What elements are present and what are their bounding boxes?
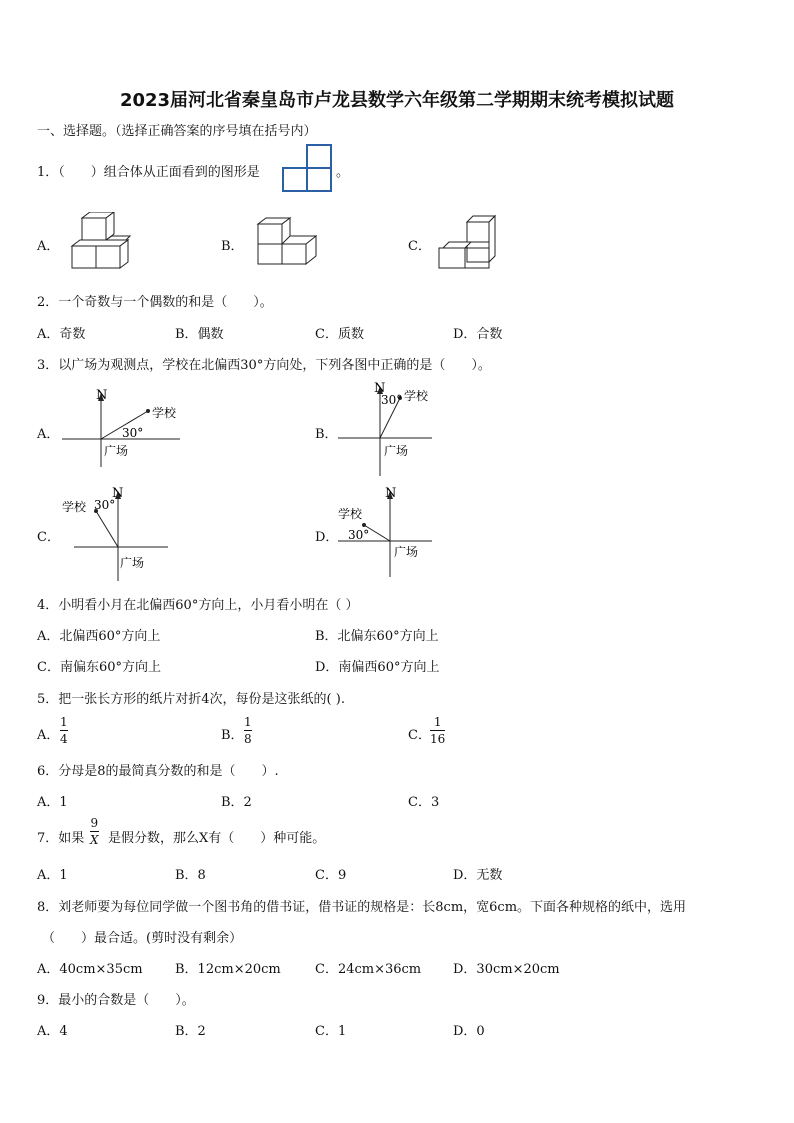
q8-stem-line2: （ ）最合适。(剪时没有剩余）: [42, 931, 243, 946]
q1-option-a-label: A．: [37, 239, 60, 254]
q6-option-b[interactable]: B．2: [221, 795, 252, 810]
q4-option-d[interactable]: D．南偏西60°方向上: [315, 660, 440, 675]
north-label: N: [96, 388, 108, 403]
q8-option-a[interactable]: A．40cm×35cm: [37, 962, 143, 977]
q1-stem: 1．（ ）组合体从正面看到的图形是: [37, 165, 260, 180]
q8-option-b[interactable]: B．12cm×20cm: [175, 962, 281, 977]
north-label: N: [112, 486, 124, 501]
front-view-figure: [281, 143, 333, 193]
angle-label: 30°: [94, 498, 116, 512]
cube-group-b: [256, 216, 322, 270]
q3-stem: 3．以广场为观测点，学校在北偏西30°方向处，下列各图中正确的是（ ）。: [37, 358, 491, 373]
q3-option-c-label: C．: [37, 530, 60, 545]
q4-option-b[interactable]: B．北偏东60°方向上: [315, 629, 439, 644]
q2-stem: 2．一个奇数与一个偶数的和是（ ）。: [37, 295, 273, 310]
q7-fraction: 9 X: [90, 816, 99, 847]
angle-label: 30°: [348, 528, 370, 542]
q9-stem: 9．最小的合数是（ ）。: [37, 993, 195, 1008]
angle-label: 30°: [381, 393, 403, 407]
square-label: 广场: [104, 444, 129, 458]
q4-option-a[interactable]: A．北偏西60°方向上: [37, 629, 161, 644]
q9-option-d[interactable]: D．0: [453, 1024, 485, 1039]
q8-option-c[interactable]: C．24cm×36cm: [315, 962, 422, 977]
q8-stem-line1: 8．刘老师要为每位同学做一个图书角的借书证，借书证的规格是：长8cm，宽6cm。下面各种规格的纸中，选用: [37, 900, 687, 915]
q4-option-c[interactable]: C．南偏东60°方向上: [37, 660, 161, 675]
direction-diagram-d: [336, 485, 436, 581]
q5-stem: 5．把一张长方形的纸片对折4次，每份是这张纸的( ).: [37, 692, 345, 707]
square-label: 广场: [394, 545, 419, 559]
q9-option-c[interactable]: C．1: [315, 1024, 347, 1039]
q7-option-a[interactable]: A．1: [37, 868, 68, 883]
q6-option-a[interactable]: A．1: [37, 795, 68, 810]
square-label: 广场: [120, 556, 145, 570]
q1-option-c-label: C．: [408, 239, 431, 254]
q7-stem-end: 是假分数，那么X有（ ）种可能。: [108, 831, 326, 846]
q5-fraction-c: 1 16: [430, 715, 446, 746]
q2-option-b[interactable]: B．偶数: [175, 327, 224, 342]
direction-diagram-a: [60, 385, 190, 470]
q1-option-b-label: B．: [221, 239, 244, 254]
angle-label: 30°: [122, 426, 144, 440]
q5-fraction-b: 1 8: [244, 715, 252, 746]
school-label: 学校: [152, 406, 177, 420]
q8-option-d[interactable]: D．30cm×20cm: [453, 962, 560, 977]
cube-group-c: [437, 214, 499, 272]
q6-stem: 6．分母是8的最简真分数的和是（ ）.: [37, 764, 279, 779]
q3-option-b-label: B．: [315, 427, 338, 442]
q3-option-d-label: D．: [315, 530, 339, 545]
north-label: N: [385, 486, 397, 501]
q5-option-c-label[interactable]: C．: [408, 728, 431, 743]
q2-option-a[interactable]: A．奇数: [37, 327, 86, 342]
page-title: 2023届河北省秦皇岛市卢龙县数学六年级第二学期期末统考模拟试题: [119, 90, 675, 111]
school-label: 学校: [404, 389, 429, 403]
square-label: 广场: [384, 444, 409, 458]
q5-option-a-label[interactable]: A．: [37, 728, 60, 743]
q3-option-a-label: A．: [37, 427, 60, 442]
q4-stem: 4．小明看小月在北偏西60°方向上，小月看小明在（ ）: [37, 598, 359, 613]
q7-option-d[interactable]: D．无数: [453, 868, 503, 883]
q7-stem-start: 7．如果: [37, 831, 85, 846]
q1-stem-end: 。: [336, 165, 350, 180]
q9-option-a[interactable]: A．4: [37, 1024, 68, 1039]
section-heading: 一、选择题。（选择正确答案的序号填在括号内）: [37, 124, 317, 139]
school-label: 学校: [338, 507, 363, 521]
q2-option-d[interactable]: D．合数: [453, 327, 503, 342]
q5-fraction-a: 1 4: [60, 715, 68, 746]
north-label: N: [374, 381, 386, 396]
direction-diagram-b: [336, 380, 436, 480]
q2-option-c[interactable]: C．质数: [315, 327, 364, 342]
direction-diagram-c: [60, 485, 170, 583]
school-label: 学校: [62, 500, 87, 514]
q7-option-c[interactable]: C．9: [315, 868, 347, 883]
q6-option-c[interactable]: C．3: [408, 795, 440, 810]
q7-option-b[interactable]: B．8: [175, 868, 206, 883]
q9-option-b[interactable]: B．2: [175, 1024, 206, 1039]
q5-option-b-label[interactable]: B．: [221, 728, 244, 743]
cube-group-a: [70, 212, 132, 272]
